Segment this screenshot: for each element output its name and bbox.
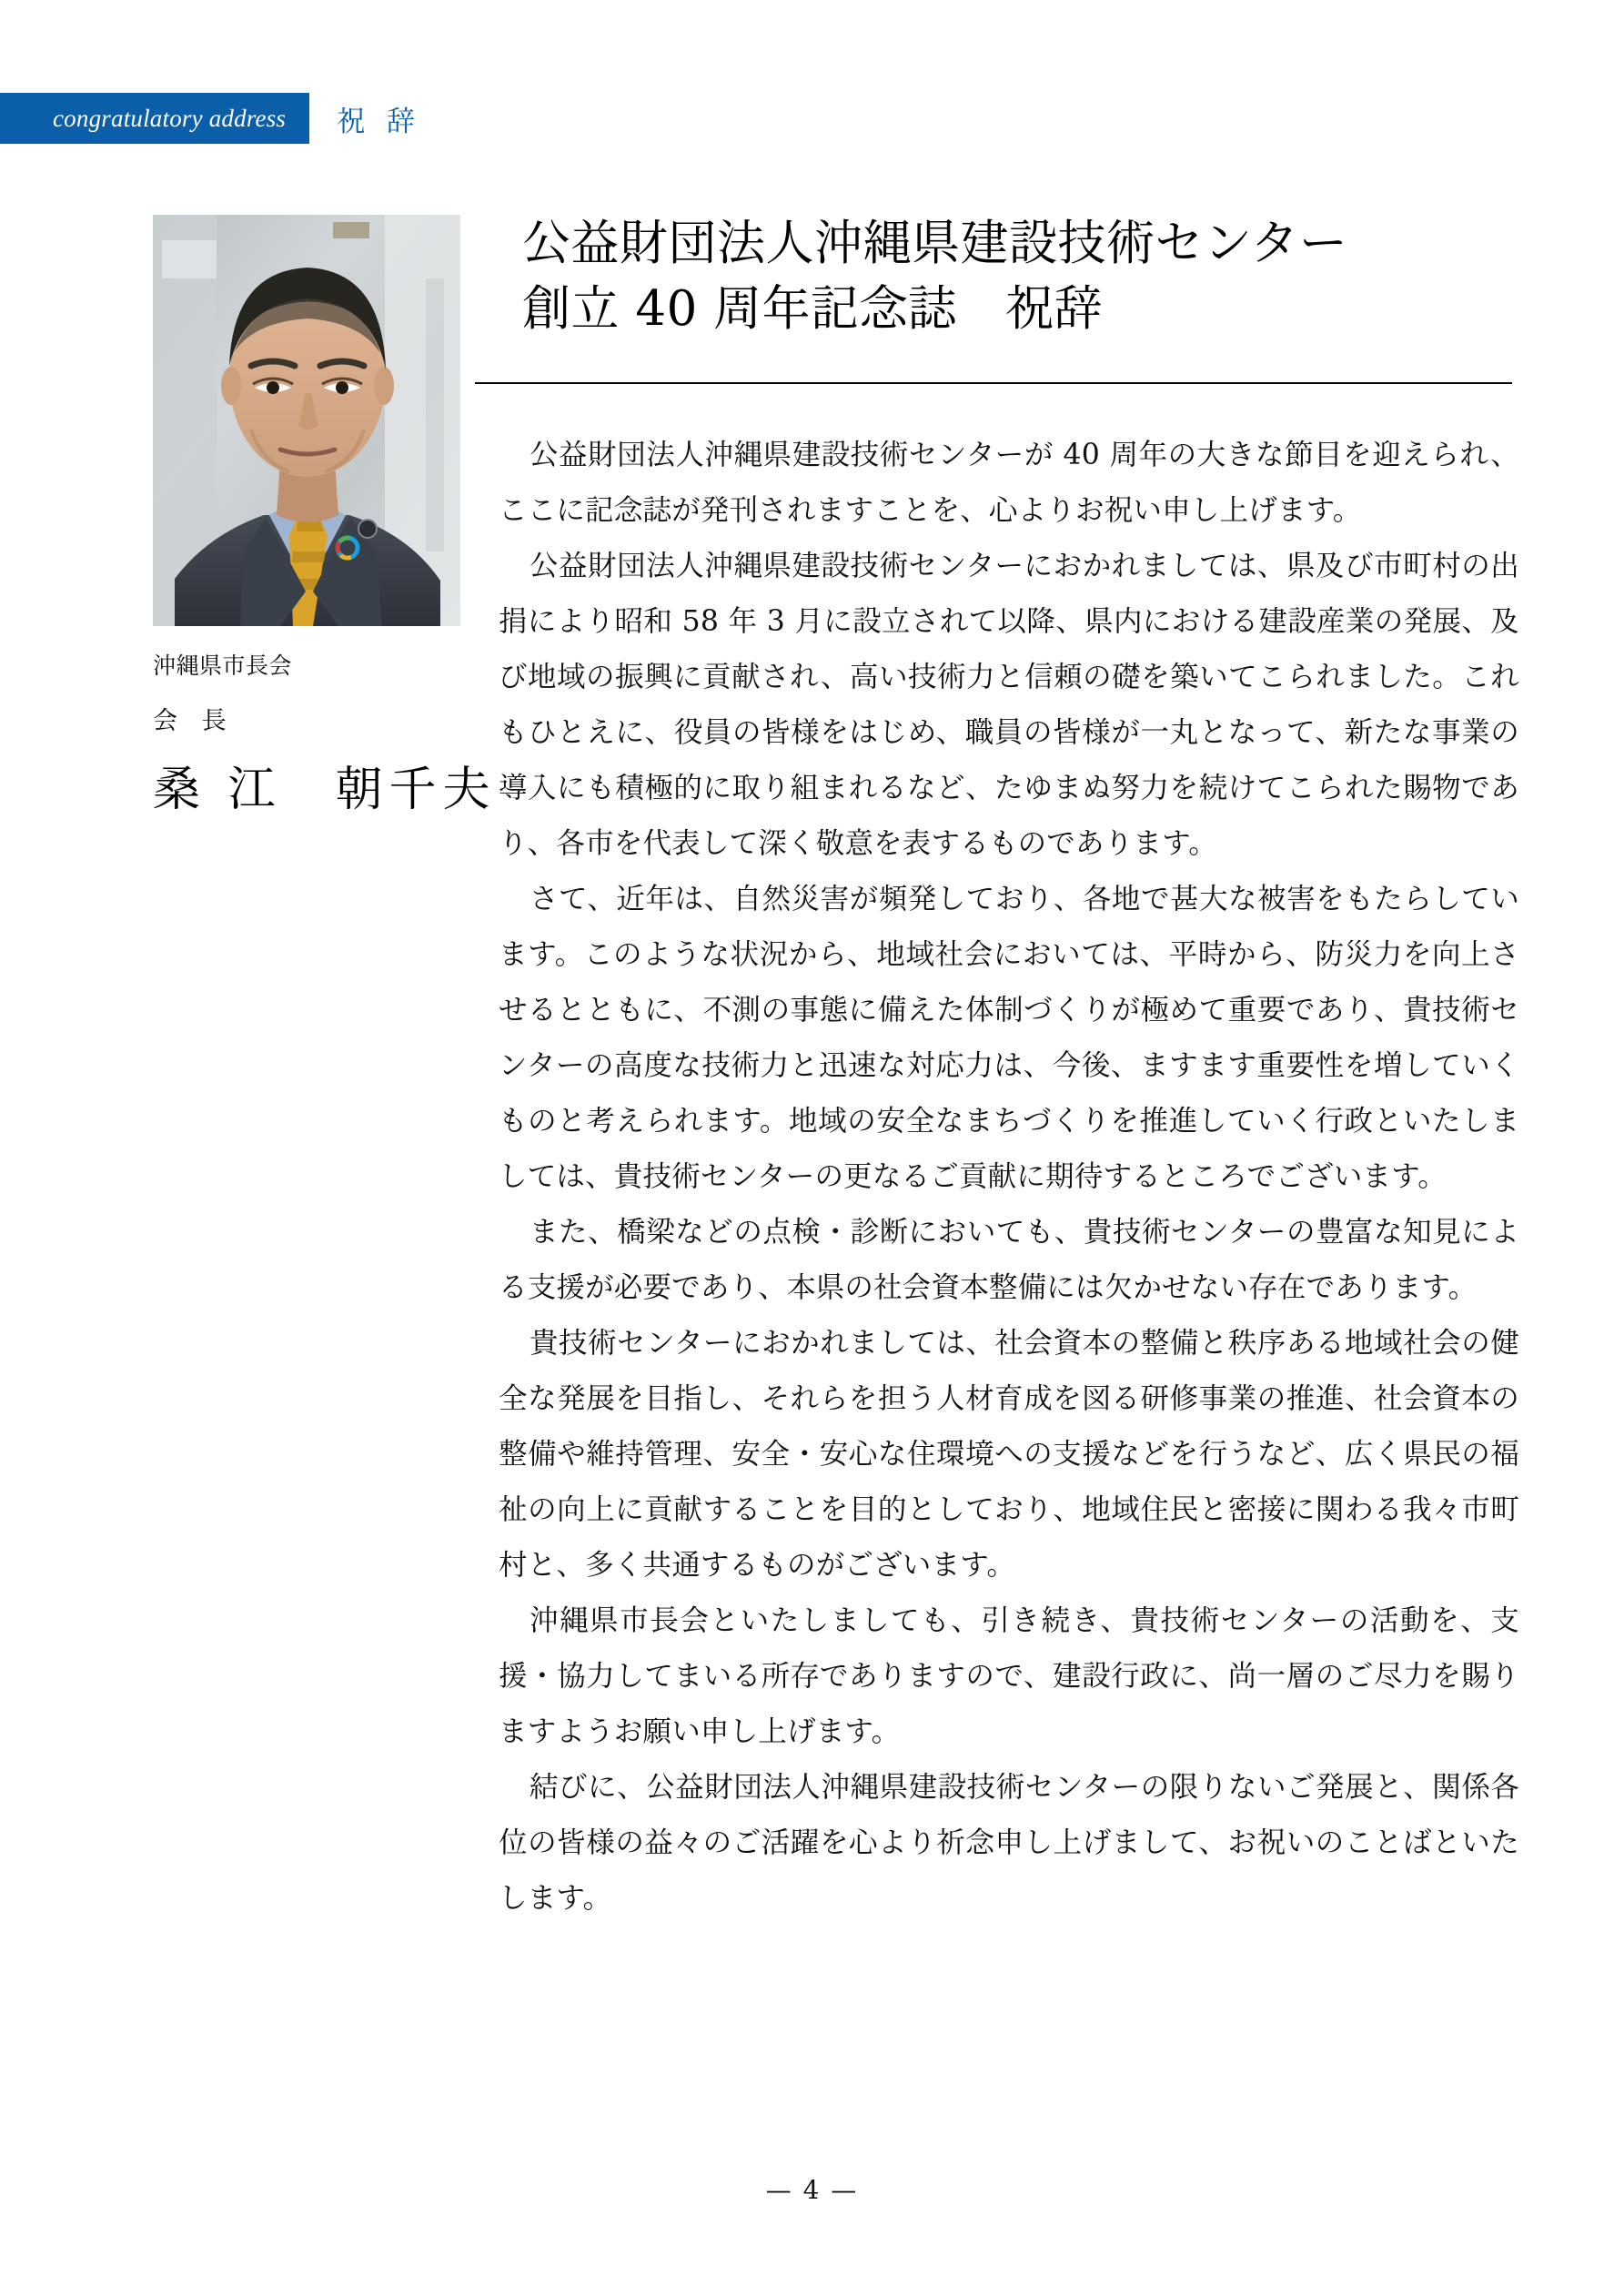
title-divider-rule [475, 382, 1512, 384]
body-paragraph: 公益財団法人沖縄県建設技術センターにおかれましては、県及び市町村の出捐により昭和 58 年 3 月に設立されて以降、県内における建設産業の発展、及び地域の振興に貢献され、高い技術力と信頼の礎を築いてこられました。これもひとえに、役員の皆様をはじめ、職員の皆様が一丸となって、新たな事業の導入にも積極的に取り組まれるなど、たゆまぬ努力を続けてこられた賜物であり、各市を代表して深く敬意を表するものであります。 [499, 550, 1519, 860]
body-paragraph: 沖縄県市長会といたしましても、引き続き、貴技術センターの活動を、支援・協力してまいる所存でありますので、建設行政に、尚一層のご尽力を賜りますようお願い申し上げます。 [499, 1604, 1519, 1748]
page-title-line-1: 公益財団法人沖縄県建設技術センター [522, 216, 1348, 271]
body-paragraph: また、橋梁などの点検・診断においても、貴技術センターの豊富な知見による支援が必要であり、本県の社会資本整備には欠かせない存在であります。 [499, 1216, 1519, 1304]
body-text-container [499, 428, 1519, 1927]
author-role: 会 長 [153, 707, 235, 735]
author-caption [153, 648, 535, 819]
congratulatory-address-banner: congratulatory address [0, 93, 309, 144]
portrait-photo [153, 215, 460, 626]
body-paragraph: 貴技術センターにおかれましては、社会資本の整備と秩序ある地域社会の健全な発展を目指し、それらを担う人材育成を図る研修事業の推進、社会資本の整備や維持管理、安全・安心な住環境への支援などを行うなど、広く県民の福祉の向上に貢献することを目的としており、地域住民と密接に関わる我々市町村と、多く共通するものがございます。 [499, 1327, 1519, 1582]
body-paragraph: 結びに、公益財団法人沖縄県建設技術センターの限りないご発展と、関係各位の皆様の益々のご活躍を心より祈念申し上げまして、お祝いのことばといたします。 [499, 1771, 1519, 1915]
section-header [0, 93, 421, 144]
section-header-japanese-label: 祝 辞 [337, 105, 422, 138]
page-title-line-2: 創立 40 周年記念誌 祝辞 [522, 281, 1104, 337]
author-organization: 沖縄県市長会 [153, 652, 293, 679]
body-paragraph: 公益財団法人沖縄県建設技術センターが 40 周年の大きな節目を迎えられ、ここに記念誌が発刊されますことを、心よりお祝い申し上げます。 [499, 439, 1519, 527]
portrait-illustration [153, 215, 460, 626]
page-title [522, 211, 1514, 342]
body-paragraph: さて、近年は、自然災害が頻発しており、各地で甚大な被害をもたらしています。このような状況から、地域社会においては、平時から、防災力を向上させるとともに、不測の事態に備えた体制づくりが極めて重要であり、貴技術センターの高度な技術力と迅速な対応力は、今後、ますます重要性を増していくものと考えられます。地域の安全なまちづくりを推進していく行政といたしましては、貴技術センターの更なるご貢献に期待するところでございます。 [499, 883, 1519, 1193]
author-name: 桑 江 朝千夫 [153, 763, 497, 817]
page-number: — 4 — [765, 2175, 859, 2205]
